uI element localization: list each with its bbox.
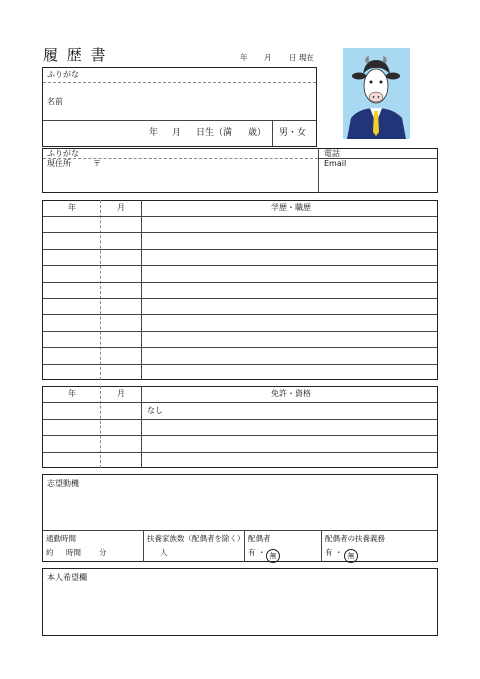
table-row[interactable]: [42, 347, 438, 363]
education-year-header: 年: [68, 203, 76, 212]
dependents-unit: 人: [160, 548, 168, 557]
cow-portrait-icon: [343, 48, 410, 139]
table-row[interactable]: [42, 232, 438, 248]
address-phone-separator: [318, 148, 319, 193]
postal-mark: 〒: [93, 159, 101, 168]
applicant-photo: [343, 48, 410, 139]
table-row[interactable]: [42, 282, 438, 298]
requests-label: 本人希望欄: [47, 573, 87, 582]
email-label: Email: [324, 159, 347, 168]
requests-input[interactable]: [46, 586, 434, 632]
date-month-label: 月: [264, 53, 272, 62]
commute-prefix: 約: [46, 548, 54, 557]
table-row[interactable]: [42, 298, 438, 314]
phone-label: 電話: [324, 149, 340, 158]
spouse-support-no-wrap: [344, 545, 358, 563]
table-row[interactable]: [42, 402, 438, 418]
table-row[interactable]: [42, 419, 438, 435]
details-divider: [43, 530, 437, 531]
table-row[interactable]: [42, 216, 438, 232]
education-month-header: 月: [117, 203, 125, 212]
details-sep-1: [143, 530, 144, 562]
spouse-support-yes[interactable]: 有: [325, 548, 333, 557]
motivation-label: 志望動機: [47, 479, 79, 488]
page-title: 履 歴 書: [43, 46, 108, 64]
spouse-yes[interactable]: 有: [248, 548, 256, 557]
spouse-no-wrap: [266, 545, 280, 563]
name-label: 名前: [47, 97, 63, 106]
spouse-support-no-circled[interactable]: 無: [344, 549, 358, 563]
table-row[interactable]: [42, 314, 438, 330]
dependents-label: 扶養家族数（配偶者を除く）: [147, 534, 245, 543]
birth-divider: [43, 120, 316, 121]
date-current-label: 日 現在: [289, 53, 314, 62]
table-row[interactable]: [42, 249, 438, 265]
table-row[interactable]: [42, 435, 438, 451]
spouse-separator: ・: [258, 548, 266, 557]
commute-label: 通勤時間: [46, 534, 76, 543]
spouse-support-label: 配偶者の扶養義務: [325, 534, 385, 543]
commute-hours: 時間: [66, 548, 81, 557]
birth-year-label: 年: [149, 128, 159, 138]
name-furigana-label: ふりがな: [47, 70, 79, 79]
gender-divider: [272, 120, 273, 147]
address-box: [42, 148, 438, 193]
table-row[interactable]: [42, 265, 438, 281]
license-title: 免許・資格: [271, 389, 311, 398]
birth-month-label: 月: [172, 128, 182, 138]
table-row[interactable]: [42, 364, 438, 380]
birth-age-label: 歳）: [248, 128, 267, 138]
details-sep-3: [321, 530, 322, 562]
address-label: 現住所: [47, 159, 71, 168]
address-furigana-label: ふりがな: [47, 149, 79, 158]
address-furigana-divider: [43, 158, 318, 159]
license-year-header: 年: [68, 389, 76, 398]
table-row[interactable]: [42, 331, 438, 347]
spouse-label: 配偶者: [248, 534, 271, 543]
date-year-label: 年: [240, 53, 248, 62]
spouse-no-circled[interactable]: 無: [266, 549, 280, 563]
license-month-header: 月: [117, 389, 125, 398]
gender-select[interactable]: 男・女: [279, 128, 307, 138]
table-row-content: なし: [147, 406, 163, 415]
spouse-support-separator: ・: [335, 548, 343, 557]
table-row[interactable]: [42, 452, 438, 468]
motivation-input[interactable]: [46, 492, 434, 528]
education-title: 学歴・職歴: [271, 203, 311, 212]
birth-day-label: 日生（満: [196, 128, 233, 138]
name-input[interactable]: [80, 86, 310, 116]
commute-minutes: 分: [99, 548, 107, 557]
furigana-divider: [43, 82, 316, 83]
